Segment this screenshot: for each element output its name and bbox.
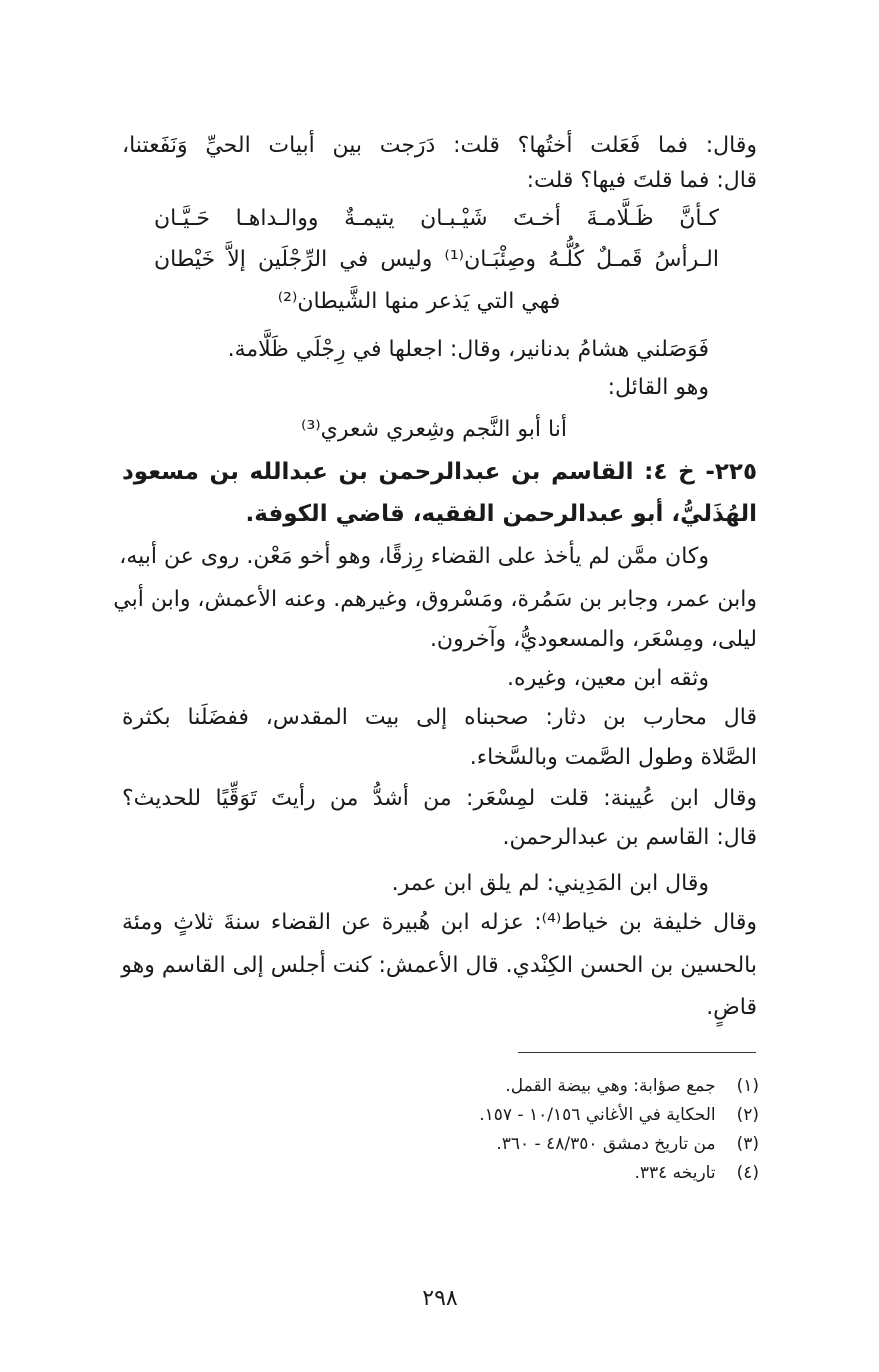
text-line-14: وثقه ابن معين، وغيره. xyxy=(507,666,709,691)
text-line-15: قال محارب بن دثار: صحبناه إلى بيت المقدس، ففضَلَنا بكثرة xyxy=(122,705,757,730)
text-line-22: قاضٍ. xyxy=(706,995,757,1020)
text-line-18: قال: القاسم بن عبدالرحمن. xyxy=(502,825,757,850)
text-line-6: فَوَصَلني هشامُ بدنانير، وقال: اجعلها في رِجْلَي ظَلَّامة. xyxy=(227,337,709,362)
footnote-text: من تاريخ دمشق ٤٨/٣٥٠ - ٣٦٠. xyxy=(496,1134,716,1154)
footnote-4 xyxy=(259,1159,759,1187)
footnote-text: تاريخه ٣٣٤. xyxy=(634,1163,716,1183)
text-line-20: وقال خليفة بن خياط⁽⁴⁾: عزله ابن هُبيرة عن القضاء سنةَ ثلاثٍ ومئة xyxy=(122,910,757,935)
poem-line-1: كـأنَّ ظَـلَّامـةَ أخـتَ شَيْـبـان يتيمـةٌ ووالـداهـا حَـيَّـان xyxy=(154,206,719,231)
footnote-3 xyxy=(259,1130,759,1158)
text-line-13: ليلى، ومِسْعَر، والمسعوديُّ، وآخرون. xyxy=(429,627,757,652)
text-line-16: الصَّلاة وطول الصَّمت وبالسَّخاء. xyxy=(469,745,757,770)
text-line-21: بالحسين بن الحسن الكِنْدي. قال الأعمش: كنت أجلس إلى القاسم وهو xyxy=(121,953,757,978)
footnote-number: (٢) xyxy=(736,1105,759,1125)
entry-heading-line-2: الهُذَليُّ، أبو عبدالرحمن الفقيه، قاضي الكوفة. xyxy=(245,501,757,527)
text-line-2: قال: فما قلتَ فيها؟ قلت: xyxy=(526,168,757,193)
poem-line-4: أنا أبو النَّجم وشِعري شعري⁽³⁾ xyxy=(301,417,567,442)
page-number: ٢٩٨ xyxy=(422,1286,458,1311)
footnote-number: (١) xyxy=(736,1076,759,1096)
entry-heading-line-1: ٢٢٥- خ ٤: القاسم بن عبدالرحمن بن عبدالله بن مسعود xyxy=(122,459,757,485)
poem-line-2: الـرأسُ قَمـلٌ كُلُّـهُ وصِئْبَـان⁽¹⁾ وليس في الرِّجْلَين إلاَّ خَيْطان xyxy=(154,247,719,272)
text-line-17: وقال ابن عُيينة: قلت لمِسْعَر: من أشدُّ من رأيتَ تَوَقِّيًا للحديث؟ xyxy=(122,786,757,811)
footnote-2 xyxy=(259,1101,759,1129)
footnote-number: (٤) xyxy=(736,1163,759,1183)
text-line-11: وكان ممَّن لم يأخذ على القضاء رِزقًا، وهو أخو مَعْن. روى عن أبيه، xyxy=(119,544,709,569)
footnote-number: (٣) xyxy=(736,1134,759,1154)
text-line-12: وابن عمر، وجابر بن سَمُرة، ومَسْروق، وغيرهم. وعنه الأعمش، وابن أبي xyxy=(113,587,757,612)
text-line-1: وقال: فما فَعَلت أختُها؟ قلت: دَرَجت بين أبيات الحيِّ وَنَفَعتنا، xyxy=(122,133,757,158)
poem-line-3: فهي التي يَذعر منها الشَّيطان⁽²⁾ xyxy=(277,289,561,314)
footnote-text: الحكاية في الأغاني ١٠/١٥٦ - ١٥٧. xyxy=(479,1105,716,1125)
footnote-divider xyxy=(518,1052,756,1053)
footnote-text: جمع صؤابة: وهي بيضة القمل. xyxy=(505,1076,716,1096)
footnote-1 xyxy=(259,1072,759,1100)
text-line-7: وهو القائل: xyxy=(607,375,709,400)
text-line-19: وقال ابن المَدِيني: لم يلق ابن عمر. xyxy=(391,871,709,896)
